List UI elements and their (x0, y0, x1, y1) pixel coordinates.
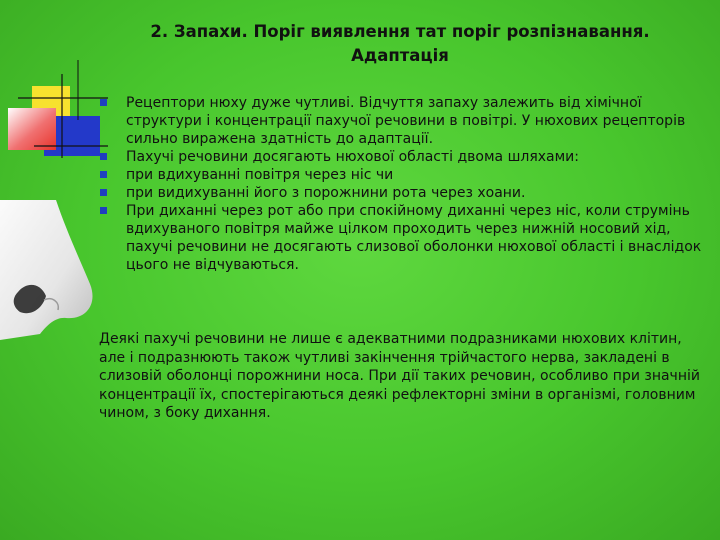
bullet-square-icon (100, 189, 107, 196)
bullet-list (98, 94, 710, 274)
bullet-item: При диханні через рот або при спокійному диханні через ніс, коли струмінь вдихуваного повітря майже цілком проходить через нижній носовий хід, пахучі речовини не досягають слизової оболонки нюхової області і внаслідок цього не відчуваються. (98, 202, 710, 274)
slide-title (110, 20, 690, 68)
title-line-1: 2. Запахи. Поріг виявлення тат поріг розпізнавання. (150, 22, 650, 41)
bullet-item: Рецептори нюху дуже чутливі. Відчуття запаху залежить від хімічної структури і концентрації пахучої речовини в повітрі. У нюхових рецепторів сильно виражена здатність до адаптації. (98, 94, 710, 148)
nose-image (0, 200, 100, 340)
title-line-2: Адаптація (351, 46, 449, 65)
bullet-square-icon (100, 207, 107, 214)
bullet-square-icon (100, 99, 107, 106)
bullet-item: при вдихуванні повітря через ніс чи (98, 166, 710, 184)
colored-squares-decoration (0, 0, 110, 170)
bullet-square-icon (100, 153, 107, 160)
body-paragraph: Деякі пахучі речовини не лише є адекватними подразниками нюхових клітин, але і подразнюють також чутливі закінчення трійчастого нерва, закладені в слизовій оболонці порожнини носа. При дії таких речовин, особливо при значній концентрації їх, спостерігаються деякі рефлекторні зміни в організмі, головним чином, з боку дихання. (99, 331, 700, 421)
bullet-square-icon (100, 171, 107, 178)
bullet-item: Пахучі речовини досягають нюхової області двома шляхами: (98, 148, 710, 166)
bullet-item: при видихуванні його з порожнини рота через хоани. (98, 184, 710, 202)
